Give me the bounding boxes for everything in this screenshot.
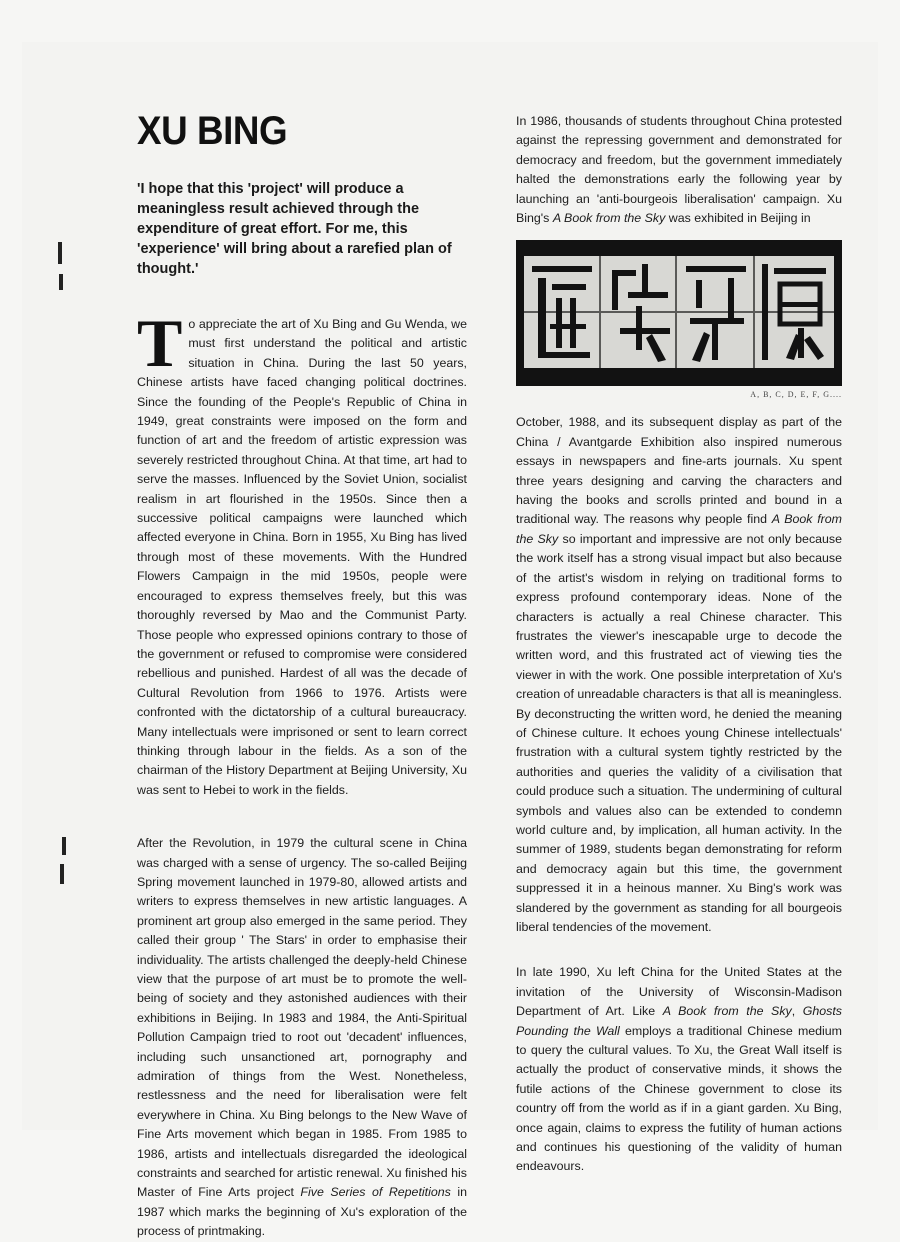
paragraph-intro xyxy=(137,305,467,800)
drop-cap: T xyxy=(137,305,183,381)
margin-mark xyxy=(62,837,66,855)
paragraph-text: was exhibited in Beijing in xyxy=(665,211,811,226)
right-column xyxy=(516,112,842,1177)
article-title: XU BING xyxy=(137,109,288,153)
artwork-title: A Book from the Sky xyxy=(662,1004,792,1019)
margin-mark xyxy=(58,242,62,264)
artwork-title: Ghosts Pounding the Wall xyxy=(516,1004,843,1038)
paragraph-text: , xyxy=(791,1004,803,1019)
paragraph-text: In late 1990, Xu left China for the United States at the invitation of the University of Wisconsin-Madison Department of Art. Like xyxy=(516,965,842,1019)
artwork-title: Five Series of Repetitions xyxy=(300,1185,451,1200)
document-page xyxy=(22,42,878,1239)
artwork-title: A Book from the Sky xyxy=(552,211,666,226)
paragraph-revolution xyxy=(137,834,467,1242)
paragraph-text: o appreciate the art of Xu Bing and Gu Wenda, we must first understand the political and artistic situation in China. During the last 50 years, Chinese artists have faced changing political doctrines. Since the founding of the People's Republic of China in 1949, great constraints were imposed on the form and function of art and the freedom of artistic expression was severely restricted throughout China. At that time, art had to serve the masses. Influenced by the Soviet Union, socialist realism in art flourished in the 1950s. Since then a successive political campaigns were launched which affected everyone in China. Born in 1955, Xu Bing has lived through most of these movements. With the Hundred Flowers Campaign in the mid 1950s, people were encouraged to express themselves freely, but this was thoroughly reversed by Mao and the Communist Party. Those people who expressed opinions contrary to those of the government or refused to compromise were considered rebellious and punished. Hardest of all was the decade of Cultural Revolution from 1966 to 1976. Artists were confronted with the dictatorship of a cultural bureaucracy. Many intellectuals were imprisoned or sent to learn correct thinking through labour in the fields. As a son of the chairman of the History Department at Beijing University, Xu was sent to Hebei to work in the fields. xyxy=(137,317,467,797)
paragraph-1990 xyxy=(516,963,842,1176)
paragraph-1988 xyxy=(516,413,842,937)
image-caption: A, B, C, D, E, F, G.... xyxy=(750,390,842,400)
paragraph-text: October, 1988, and its subsequent display as part of the China / Avantgarde Exhibition also inspired numerous essays in newspapers and fine-arts journals. Xu spent three years designing and carving the characters and having the books and scrolls printed and bound in a traditional way. The reasons why people find xyxy=(516,415,842,527)
margin-mark xyxy=(59,274,63,290)
margin-mark xyxy=(60,864,64,884)
paragraph-text: in 1987 which marks the beginning of Xu's exploration of the process of printmaking. xyxy=(137,1185,467,1239)
carved-characters-illustration xyxy=(516,240,842,386)
paragraph-text: employs a traditional Chinese medium to query the cultural values. To Xu, the Great Wall itself is actually the product of conservative minds, it shows the futile actions of the Chinese government to close its country off from the world as if in a giant garden. Xu Bing, once again, claims to express the futility of human actions and continues his questioning of the validity of human endeavours. xyxy=(516,1023,843,1174)
paragraph-text: After the Revolution, in 1979 the cultural scene in China was charged with a sense of urgency. The so-called Beijing Spring movement launched in 1979-80, allowed artists and writers to express themselves in new artistic languages. A prominent art group also emerged in the same period. They called their group ' The Stars' in order to emphasise their individuality. The artists challenged the deeply-held Chinese view that the purpose of art must be to promote the well-being of society and they astonished audiences with their exhibitions in Beijing. In 1983 and 1984, the Anti-Spiritual Pollution Campaign tried to root out 'decadent' influences, including such unsanctioned art, pornography and admiration of things from the West. Nonetheless, restlessness and the need for liberalisation were felt everywhere in China. Xu Bing belongs to the New Wave of Fine Arts movement which began in 1985. From 1985 to 1986, artists and intellectuals disregarded the ideological constraints and searched for artistic renewal. Xu finished his Master of Fine Arts project xyxy=(137,836,467,1200)
paragraph-text: so important and impressive are not only because the work itself has a strong visual impact but also because of the artist's wisdom in relying on traditional forms to express profound contemporary ideas. None of the characters is actually a real Chinese character. This frustrates the viewer's inescapable urge to decode the written word, and this frustrated act of viewing ties the viewer in with the work. One possible interpretation of Xu's creation of unreadable characters is that all is meaningless. By deconstructing the written word, he denied the meaning of Chinese culture. It echoes young Chinese intellectuals' frustration with a cultural system tightly restricted by the authorities and queries the validity of a civilisation that could produce such a situation. The undermining of cultural symbols and values also can be extended to condemn world culture and, by implication, all human activity. In the summer of 1989, students began demonstrating for reform and democracy again but this time, the government suppressed it in a heinous manner. Xu Bing's work was slandered by the government as standing for all bourgeois liberal tendencies of the movement. xyxy=(516,531,843,934)
paragraph-1986 xyxy=(516,112,842,228)
artwork-image xyxy=(516,240,842,386)
left-column xyxy=(137,107,467,1242)
paragraph-text: In 1986, thousands of students throughout China protested against the repressing government and demonstrated for democracy and freedom, but the government immediately halted the demonstrations early the following year by launching an 'anti-bourgeois liberalisation' campaign. Xu Bing's xyxy=(516,114,842,226)
pull-quote: 'I hope that this 'project' will produce a meaningless result achieved through the expenditure of great effort. For me, this 'experience' will bring about a rarefied plan of thought.' xyxy=(137,181,452,277)
artwork-title: A Book from the Sky xyxy=(516,512,842,546)
